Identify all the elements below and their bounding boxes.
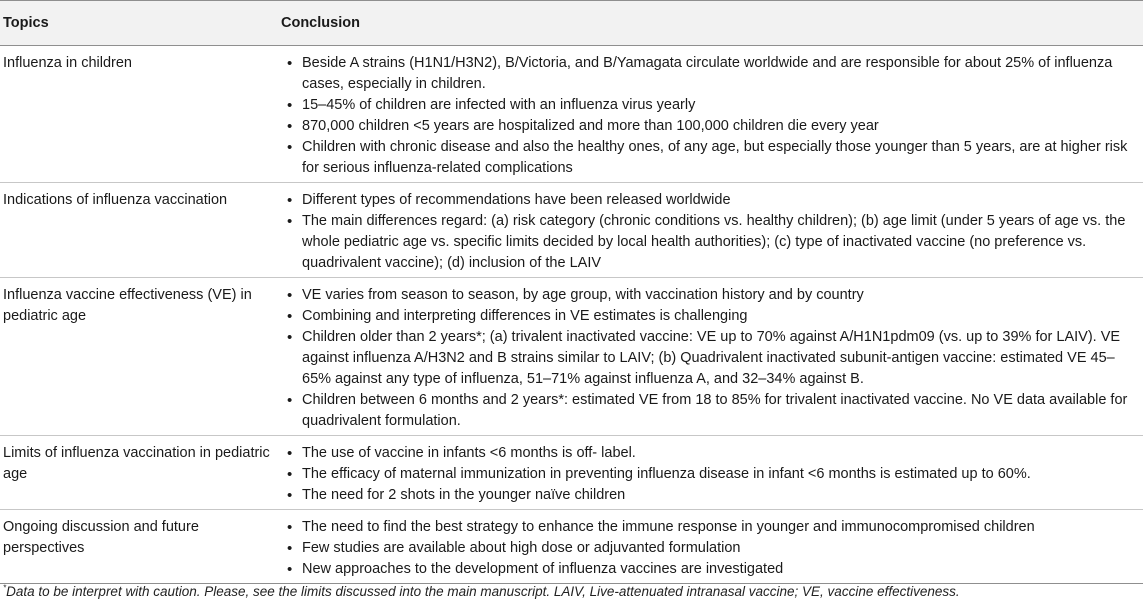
list-item: • Children with chronic disease and also the healthy ones, of any age, but especially those younger than 5 years, are at higher risk for serious influenza-related complications <box>293 137 1139 179</box>
conclusion-list <box>279 443 1139 506</box>
list-item: • The main differences regard: (a) risk category (chronic conditions vs. healthy children); (b) age limit (under 5 years of age vs. the whole pediatric age vs. specific limits decided by local health authorities); (c) type of inactivated vaccine (no preference vs. quadrivalent vaccine); (d) inclusion of the LAIV <box>293 211 1139 274</box>
table-row <box>0 436 1143 510</box>
conclusion-cell <box>279 183 1143 278</box>
list-item: • New approaches to the development of influenza vaccines are investigated <box>293 559 1139 580</box>
conclusion-list <box>279 53 1139 179</box>
conclusion-cell <box>279 510 1143 584</box>
list-item: • 15–45% of children are infected with an influenza virus yearly <box>293 95 1139 116</box>
table-header <box>0 1 1143 46</box>
conclusion-cell <box>279 278 1143 436</box>
topic-cell: Limits of influenza vaccination in pediatric age <box>0 436 279 510</box>
conclusion-cell <box>279 46 1143 183</box>
conclusion-list <box>279 517 1139 580</box>
conclusion-cell <box>279 436 1143 510</box>
list-item: • 870,000 children <5 years are hospitalized and more than 100,000 children die every year <box>293 116 1139 137</box>
topic-cell: Influenza in children <box>0 46 279 183</box>
list-item: • The use of vaccine in infants <6 months is off- label. <box>293 443 1139 464</box>
topic-cell: Indications of influenza vaccination <box>0 183 279 278</box>
footnote-marker: * <box>3 583 7 593</box>
conclusion-column-header: Conclusion <box>279 1 1143 46</box>
header-row <box>0 1 1143 46</box>
table-row <box>0 278 1143 436</box>
conclusion-list <box>279 285 1139 432</box>
list-item: • Children between 6 months and 2 years*: estimated VE from 18 to 85% for trivalent inactivated vaccine. No VE data available for quadrivalent formulation. <box>293 390 1139 432</box>
topic-cell: Influenza vaccine effectiveness (VE) in pediatric age <box>0 278 279 436</box>
topics-column-header: Topics <box>0 1 279 46</box>
table-footnote <box>3 584 1139 599</box>
list-item: • Combining and interpreting differences in VE estimates is challenging <box>293 306 1139 327</box>
conclusion-list <box>279 190 1139 274</box>
table-row <box>0 510 1143 584</box>
list-item: • Different types of recommendations have been released worldwide <box>293 190 1139 211</box>
list-item: • VE varies from season to season, by age group, with vaccination history and by country <box>293 285 1139 306</box>
table-row <box>0 183 1143 278</box>
list-item: • Children older than 2 years*; (a) trivalent inactivated vaccine: VE up to 70% against A/H1N1pdm09 (vs. up to 39% for LAIV). VE against influenza A/H3N2 and B strains similar to LAIV; (b) Quadrivalent inactivated subunit-antigen vaccine: estimated VE 45–65% against any type of influenza, 51–71% against influenza A, and 32–34% against B. <box>293 327 1139 390</box>
list-item: • Beside A strains (H1N1/H3N2), B/Victoria, and B/Yamagata circulate worldwide and are responsible for about 25% of influenza cases, especially in children. <box>293 53 1139 95</box>
list-item: • Few studies are available about high dose or adjuvanted formulation <box>293 538 1139 559</box>
topic-cell: Ongoing discussion and future perspectives <box>0 510 279 584</box>
list-item: • The need to find the best strategy to enhance the immune response in younger and immunocompromised children <box>293 517 1139 538</box>
table-body <box>0 46 1143 584</box>
footnote-text: Data to be interpret with caution. Please, see the limits discussed into the main manuscript. LAIV, Live-attenuated intranasal vaccine; VE, vaccine effectiveness. <box>6 584 960 599</box>
list-item: • The need for 2 shots in the younger naïve children <box>293 485 1139 506</box>
list-item: • The efficacy of maternal immunization in preventing influenza disease in infant <6 months is estimated up to 60%. <box>293 464 1139 485</box>
table-row <box>0 46 1143 183</box>
